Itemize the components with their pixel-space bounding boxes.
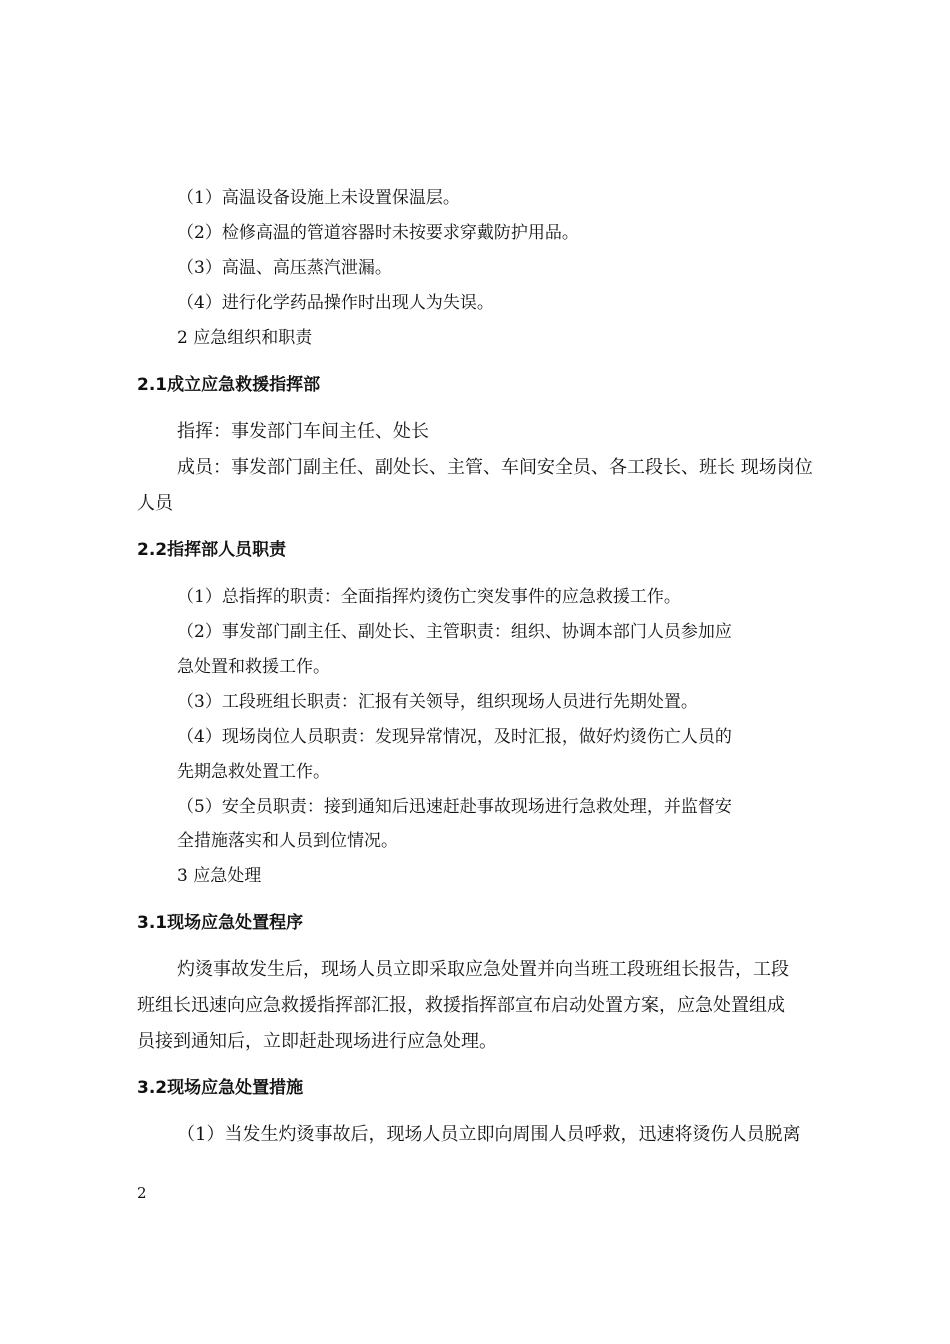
members-line-cont: 人员 xyxy=(137,493,173,514)
hazard-item-3: （3）高温、高压蒸汽泄漏。 xyxy=(177,258,392,278)
section-heading-2: 2 应急组织和职责 xyxy=(177,328,313,348)
duty-item-4: （4）现场岗位人员职责：发现异常情况，及时汇报，做好灼烫伤亡人员的 xyxy=(177,727,732,747)
procedure-line-2: 班组长迅速向应急救援指挥部汇报，救援指挥部宣布启动处置方案，应急处置组成 xyxy=(137,995,785,1016)
page-number: 2 xyxy=(137,1184,147,1202)
duty-item-2-cont: 急处置和救援工作。 xyxy=(177,657,330,677)
subheading-2-1: 2.1成立应急救援指挥部 xyxy=(137,375,321,395)
procedure-line-3: 员接到通知后，立即赶赴现场进行应急处理。 xyxy=(137,1031,497,1052)
hazard-item-1: （1）高温设备设施上未设置保温层。 xyxy=(177,188,460,208)
duty-item-1: （1）总指挥的职责：全面指挥灼烫伤亡突发事件的应急救援工作。 xyxy=(177,587,681,607)
commander-line: 指挥：事发部门车间主任、处长 xyxy=(177,421,429,442)
subheading-2-2: 2.2指挥部人员职责 xyxy=(137,540,287,560)
duty-item-5: （5）安全员职责：接到通知后迅速赶赴事故现场进行急救处理，并监督安 xyxy=(177,797,732,817)
duty-item-5-cont: 全措施落实和人员到位情况。 xyxy=(177,831,398,851)
duty-item-3: （3）工段班组长职责：汇报有关领导，组织现场人员进行先期处置。 xyxy=(177,692,698,712)
subheading-3-1: 3.1现场应急处置程序 xyxy=(137,913,304,933)
members-line: 成员：事发部门副主任、副处长、主管、车间安全员、各工段长、班长 现场岗位 xyxy=(177,457,813,478)
section-heading-3: 3 应急处理 xyxy=(177,866,262,886)
measure-item-1: （1）当发生灼烫事故后，现场人员立即向周围人员呼救，迅速将烫伤人员脱离 xyxy=(177,1124,801,1145)
hazard-item-2: （2）检修高温的管道容器时未按要求穿戴防护用品。 xyxy=(177,223,579,243)
duty-item-4-cont: 先期急救处置工作。 xyxy=(177,762,330,782)
hazard-item-4: （4）进行化学药品操作时出现人为失误。 xyxy=(177,293,494,313)
procedure-line-1: 灼烫事故发生后，现场人员立即采取应急处置并向当班工段班组长报告，工段 xyxy=(177,959,789,980)
duty-item-2: （2）事发部门副主任、副处长、主管职责：组织、协调本部门人员参加应 xyxy=(177,622,732,642)
subheading-3-2: 3.2现场应急处置措施 xyxy=(137,1078,304,1098)
